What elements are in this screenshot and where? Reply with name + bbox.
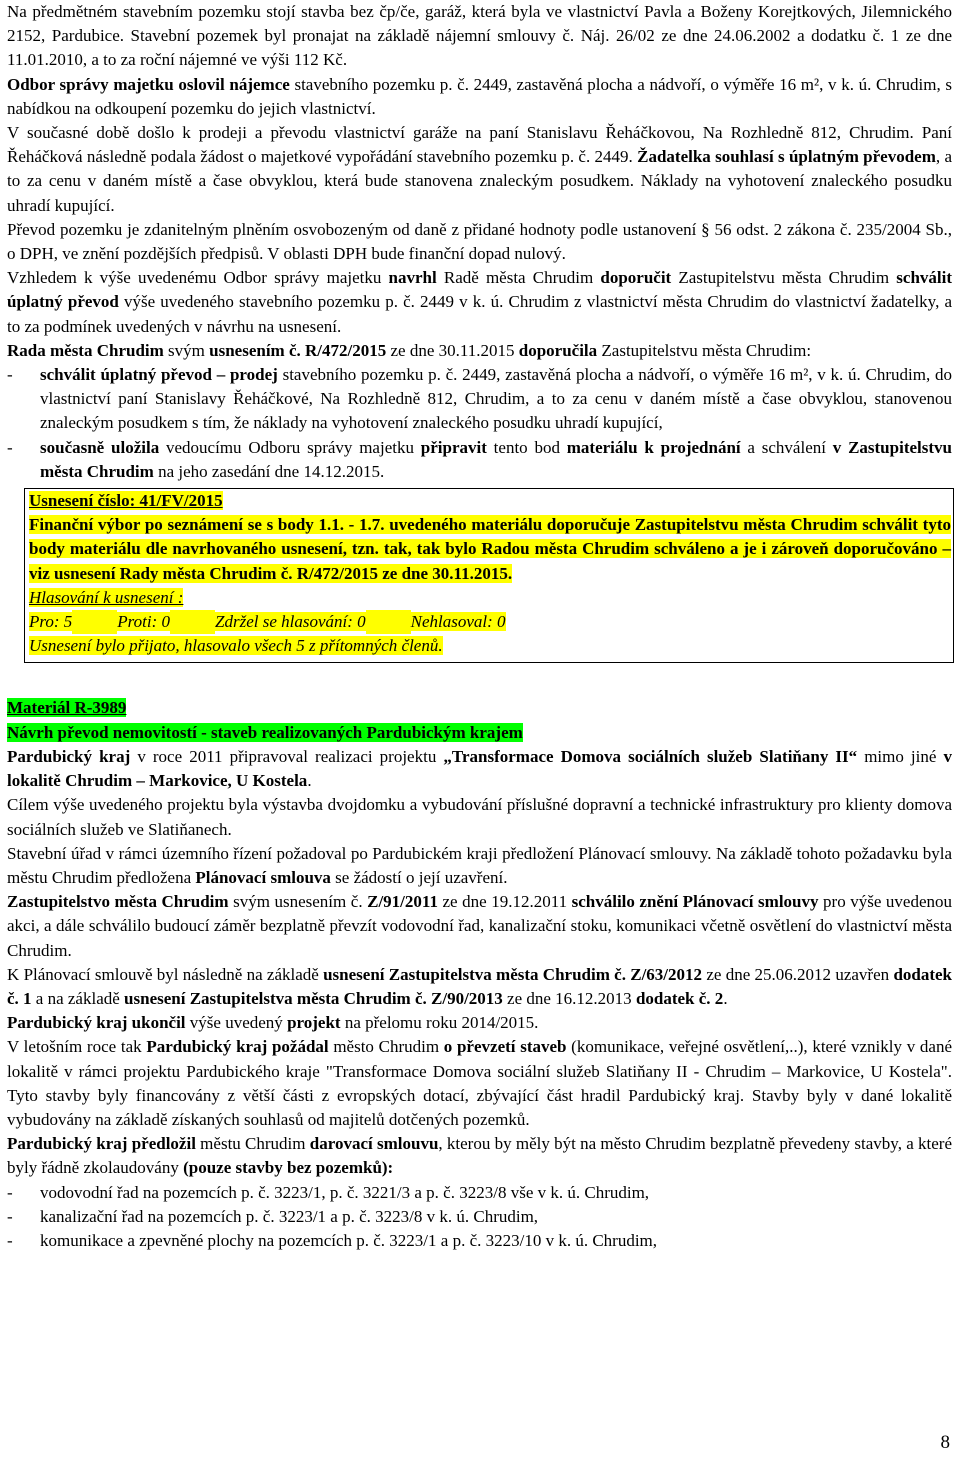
- paragraph-q2: Cílem výše uvedeného projektu byla výstavba dvojdomku a vybudování příslušné dopravní a technické infrastruktury pro klienty domova sociálních služeb ve Slatiňanech.: [7, 795, 952, 839]
- paragraph-2: Odbor správy majetku oslovil nájemce stavebního pozemku p. č. 2449, zastavěná plocha a nádvoří, o výměře 16 m², v k. ú. Chrudim, s nabídkou na odkoupení pozemku do jejich vlastnictví.: [7, 74, 952, 118]
- list-item: - kanalizační řad na pozemcích p. č. 3223/1 a p. č. 3223/8 v k. ú. Chrudim,: [7, 1206, 539, 1226]
- paragraph-q3: Stavební úřad v rámci územního řízení požadoval po Pardubickém kraji předložení Plánovací smlouvy. Na základě tohoto požadavku byla městu Chrudim předložena Plánovací smlouva se žádostí o její uzavření.: [7, 843, 952, 887]
- paragraph-5: Vzhledem k výše uvedenému Odbor správy majetku navrhl Radě města Chrudim doporučit Zastupitelstvu města Chrudim schválit úplatný převod výše uvedeného stavebního pozemku p. č. 2449 v k. ú. Chrudim z vlastnictví města Chrudim do vlastnictví žadatelky, a to za podmínek uvedených v návrhu na usnesení.: [7, 268, 953, 336]
- vote-result: Usnesení bylo přijato, hlasovalo všech 5 z přítomných členů.: [29, 636, 443, 656]
- material-id: Materiál R-3989: [7, 698, 127, 718]
- paragraph-q8: Pardubický kraj předložil městu Chrudim darovací smlouvu, kterou by měly být na město Chrudim bezplatně převedeny stavby, a které byly řádně zkolaudovány (pouze stavby bez pozemků):: [7, 1134, 952, 1178]
- page-number: 8: [940, 1432, 950, 1453]
- material-title: Návrh převod nemovitostí - staveb realizovaných Pardubickým krajem: [7, 722, 523, 742]
- paragraph-q7: V letošním roce tak Pardubický kraj požádal město Chrudim o převzetí staveb (komunikace, veřejné osvětlení,..), které vznikly v dané lokalitě v rámci projektu Pardubického kraje "Transformace Domova sociální služeb Slatiňany II - Chrudim – Markovice, U Kostela". Tyto stavby byly financovány z větší části z evropských dotací, zbývající část hradil Pardubický kraj. Stavby byly v dané lokalitě vybudovány na základě získaných souhlasů od majitelů dotčených pozemků.: [7, 1037, 952, 1129]
- paragraph-6: Rada města Chrudim svým usnesením č. R/472/2015 ze dne 30.11.2015 doporučila Zastupitelstvu města Chrudim:: [7, 340, 812, 360]
- resolution-text: Finanční výbor po seznámení se s body 1.1. - 1.7. uvedeného materiálu doporučuje Zastupitelstvu města Chrudim schválit tyto body materiálu dle navrhovaného usnesení, tzn. tak, tak bylo Radou města Chrudim schváleno a je i zároveň doporučováno – viz usnesení Rady města Chrudim č. R/472/2015 ze dne 30.11.2015.: [29, 515, 951, 583]
- finance-committee-resolution-box: [24, 488, 954, 663]
- paragraph-3: V současné době došlo k prodeji a převodu vlastnictví garáže na paní Stanislavu Řeháčkovou, Na Rozhledně 812, Chrudim. Paní Řeháčková následně podala žádost o majetkové vypořádání stavebního pozemku p. č. 2449. Žadatelka souhlasí s úplatným převodem, a to za cenu v daném místě a čase obvyklou, která bude stanovena znaleckým posudkem. Náklady na vyhotovení znaleckého posudku uhradí kupující.: [7, 123, 953, 215]
- paragraph-q5: K Plánovací smlouvě byl následně na základě usnesení Zastupitelstva města Chrudim č. Z/63/2012 ze dne 25.06.2012 uzavřen dodatek č. 1 a na základě usnesení Zastupitelstva města Chrudim č. Z/90/2013 ze dne 16.12.2013 dodatek č. 2.: [7, 964, 953, 1008]
- paragraph-4: Převod pozemku je zdanitelným plněním osvobozeným od daně z přidané hodnoty podle ustanovení § 56 odst. 2 zákona č. 235/2004 Sb., o DPH, ve znění pozdějších předpisů. V oblasti DPH bude finanční dopad nulový.: [7, 219, 952, 264]
- list-item: - komunikace a zpevněné plochy na pozemcích p. č. 3223/1 a p. č. 3223/10 v k. ú. Chrudim,: [7, 1230, 658, 1250]
- paragraph-q1: Pardubický kraj v roce 2011 připravoval realizaci projektu „Transformace Domova sociálních služeb Slatiňany II“ mimo jiné v lokalitě Chrudim – Markovice, U Kostela.: [7, 746, 952, 791]
- list-item: - schválit úplatný převod – prodej stavebního pozemku p. č. 2449, zastavěná plocha a nádvoří, o výměře 16 m², v k. ú. Chrudim, do vlastnictví paní Stanislavy Řeháčkové, Na Rozhledně 812, Chrudim, a to za cenu v daném místě a čase obvyklou, stanovenou znaleckým posudkem s tím, že náklady na vyhotovení znaleckého posudku uhradí kupující,: [7, 365, 953, 433]
- document-page: [7, 0, 952, 1253]
- resolution-number: Usnesení číslo: 41/FV/2015: [29, 491, 223, 511]
- paragraph-q4: Zastupitelstvo města Chrudim svým usnesením č. Z/91/2011 ze dne 19.12.2011 schválilo znění Plánovací smlouvy pro výše uvedenou akci, a dále schválilo budoucí záměr bezplatně převzít vodovodní řad, kanalizační stoku, komunikaci včetně osvětlení do vlastnictví města Chrudim.: [7, 892, 953, 960]
- paragraph-1: Na předmětném stavebním pozemku stojí stavba bez čp/če, garáž, která byla ve vlastnictví Pavla a Boženy Korejtkových, Jilemnického 2152, Pardubice. Stavební pozemek byl pronajat na základě nájemní smlouvy č. Náj. 26/02 ze dne 24.06.2002 a dodatku č. 1 ze dne 11.01.2010, a to za roční nájemné ve výši 112 Kč.: [7, 2, 952, 70]
- list-item: - vodovodní řad na pozemcích p. č. 3223/1, p. č. 3221/3 a p. č. 3223/8 vše v k. ú. Chrudim,: [7, 1182, 650, 1202]
- paragraph-q6: Pardubický kraj ukončil výše uvedený projekt na přelomu roku 2014/2015.: [7, 1013, 539, 1033]
- list-item: - současně uložila vedoucímu Odboru správy majetku připravit tento bod materiálu k projednání a schválení v Zastupitelstvu města Chrudim na jeho zasedání dne 14.12.2015.: [7, 437, 952, 481]
- vote-heading: Hlasování k usnesení :: [29, 587, 184, 607]
- vote-counts: Pro: 5 Proti: 0 Zdržel se hlasování: 0 Nehlasoval: 0: [29, 610, 951, 634]
